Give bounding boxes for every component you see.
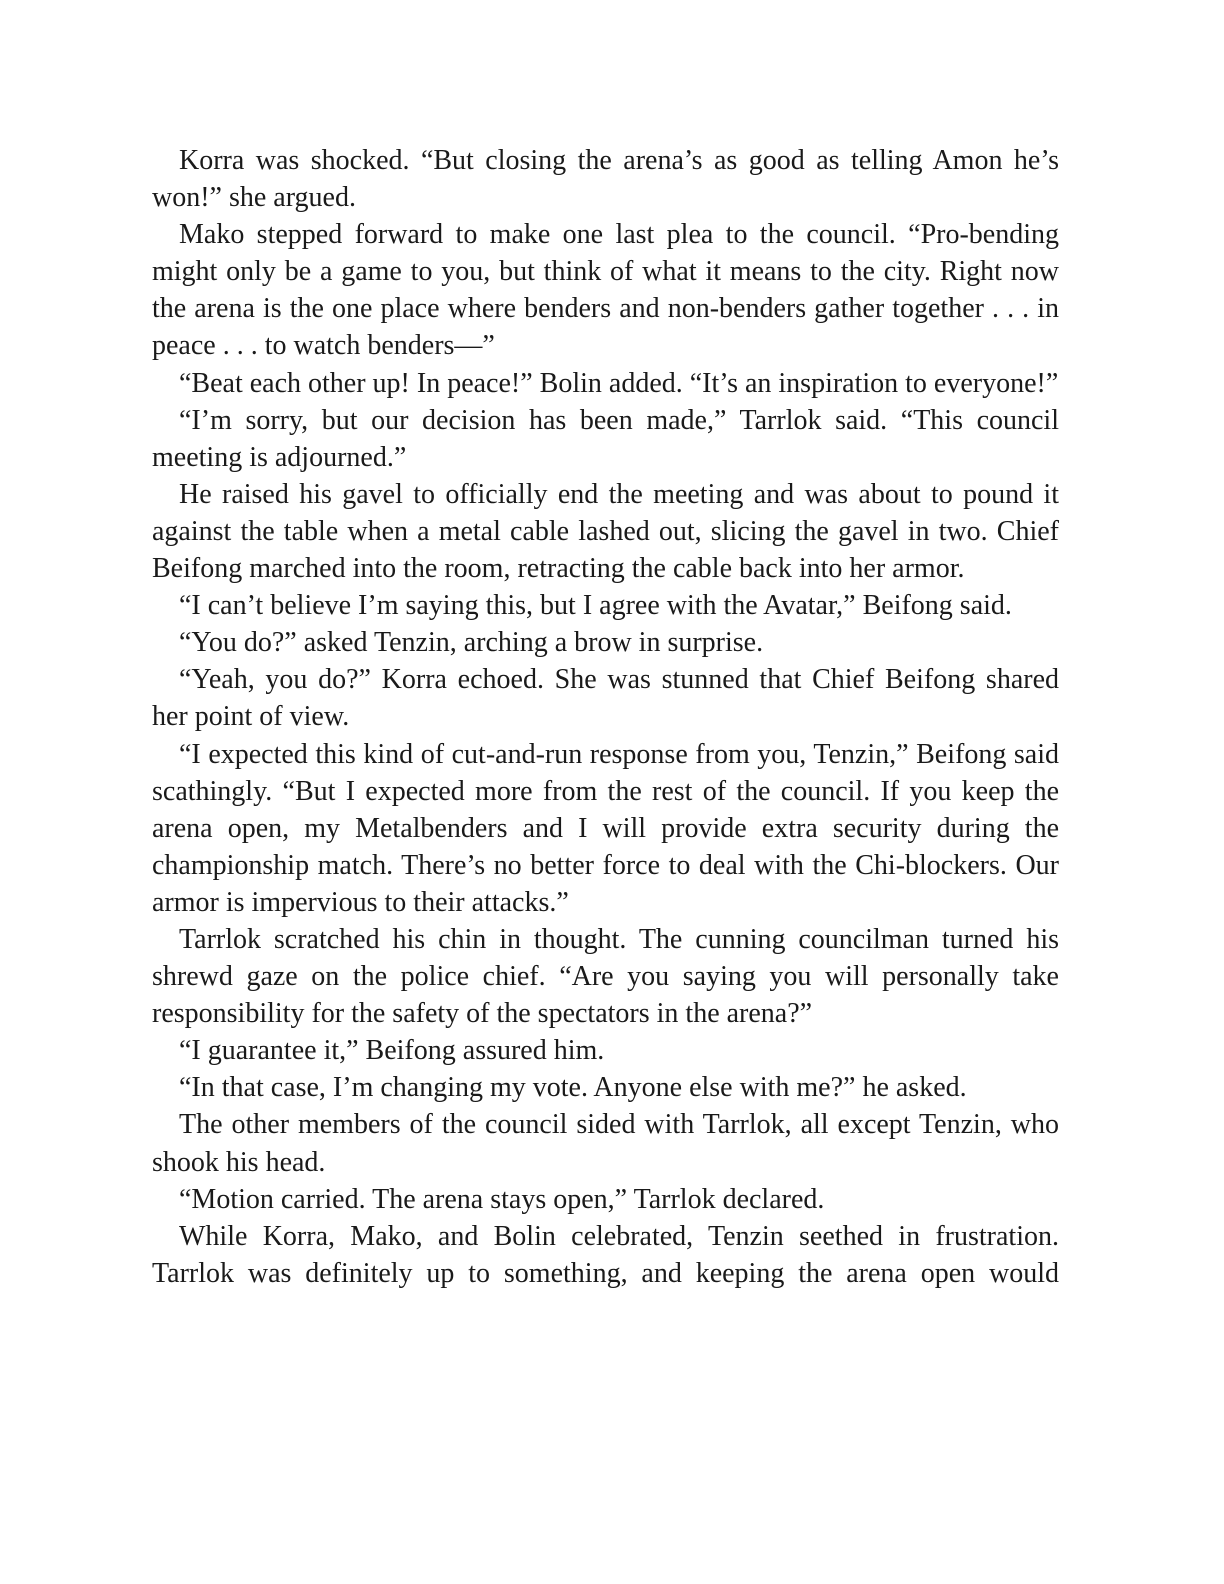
paragraph-1: Korra was shocked. “But closing the arena’s as good as telling Amon he’s won!” she argued.: [152, 145, 1059, 214]
paragraph-15: While Korra, Mako, and Bolin celebrated, Tenzin seethed in frustration. Tarrlok was definitely up to something, and keeping the arena open would: [152, 1220, 1059, 1289]
paragraph-12: “In that case, I’m changing my vote. Anyone else with me?” he asked.: [179, 1072, 967, 1104]
paragraph-14: “Motion carried. The arena stays open,” Tarrlok declared.: [179, 1183, 825, 1215]
paragraph-2: Mako stepped forward to make one last plea to the council. “Pro-bending might only be a game to you, but think of what it means to the city. Right now the arena is the one place where benders and non-benders gather together . . . in peace . . . to watch benders—”: [152, 219, 1059, 362]
paragraph-5: He raised his gavel to officially end the meeting and was about to pound it against the table when a metal cable lashed out, slicing the gavel in two. Chief Beifong marched into the room, retracting the cable back into her armor.: [152, 478, 1059, 585]
paragraph-8: “Yeah, you do?” Korra echoed. She was stunned that Chief Beifong shared her point of view.: [152, 664, 1059, 733]
paragraph-9: “I expected this kind of cut-and-run response from you, Tenzin,” Beifong said scathingly. “But I expected more from the rest of the council. If you keep the arena open, my Metalbenders and I will provide extra security during the championship match. There’s no better force to deal with the Chi-blockers. Our armor is impervious to their attacks.”: [152, 738, 1059, 918]
paragraph-3: “Beat each other up! In peace!” Bolin added. “It’s an inspiration to everyone!”: [179, 367, 1059, 399]
paragraph-7: “You do?” asked Tenzin, arching a brow in surprise.: [179, 627, 764, 659]
paragraph-10: Tarrlok scratched his chin in thought. The cunning councilman turned his shrewd gaze on the police chief. “Are you saying you will personally take responsibility for the safety of the spectators in the arena?”: [152, 923, 1059, 1030]
body-text: [152, 142, 1059, 1292]
paragraph-6: “I can’t believe I’m saying this, but I agree with the Avatar,” Beifong said.: [179, 590, 1012, 622]
paragraph-4: “I’m sorry, but our decision has been made,” Tarrlok said. “This council meeting is adjourned.”: [152, 404, 1059, 473]
paragraph-11: “I guarantee it,” Beifong assured him.: [179, 1035, 605, 1067]
paragraph-13: The other members of the council sided with Tarrlok, all except Tenzin, who shook his head.: [152, 1109, 1059, 1178]
